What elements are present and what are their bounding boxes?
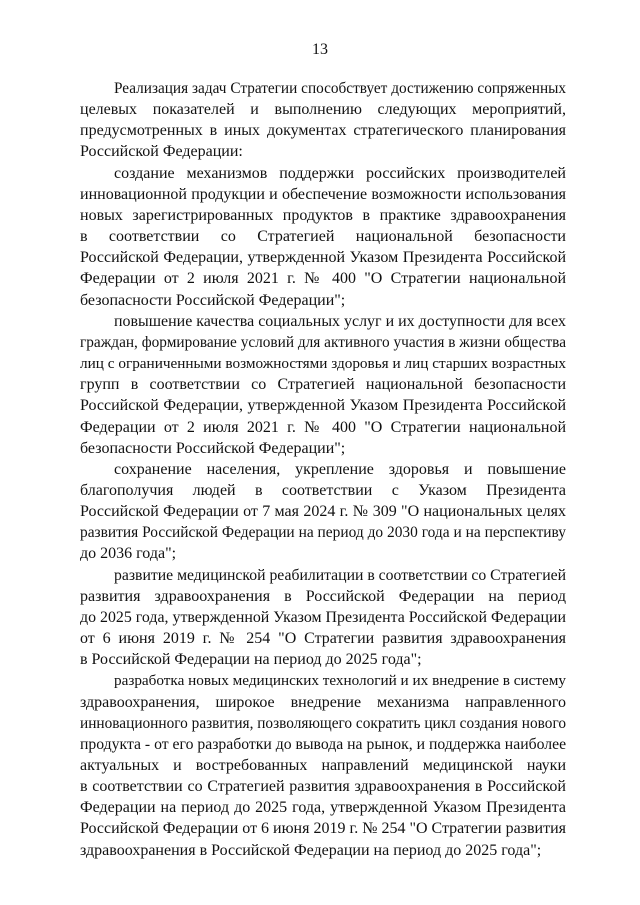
text-line: в соответствии со Стратегией национальной безопасности xyxy=(80,228,566,246)
text-line: здравоохранения, широкое внедрение механизма направленного xyxy=(80,693,566,711)
text-line: Российской Федерации, утвержденной Указом Президента Российской xyxy=(80,249,566,267)
text-line: новых зарегистрированных продуктов в практике здравоохранения xyxy=(80,206,566,224)
paragraph xyxy=(80,459,566,565)
text-line: до 2036 года"; xyxy=(80,545,177,563)
text-line: развитие медицинской реабилитации в соответствии со Стратегией xyxy=(114,566,567,584)
text-line: Российской Федерации, утвержденной Указом Президента Российской xyxy=(80,397,566,415)
text-line: инновационной продукции и обеспечение возможности использования xyxy=(80,185,566,203)
text-line: в Российской Федерации на период до 2025 года"; xyxy=(80,651,422,669)
paragraph xyxy=(80,78,566,163)
text-line: Федерации от 2 июля 2021 г. № 400 "О Стратегии национальной xyxy=(80,270,566,288)
text-line: целевых показателей и выполнению следующих мероприятий, xyxy=(80,101,566,119)
text-line: благополучия людей в соответствии с Указом Президента xyxy=(80,481,566,499)
text-line: Федерации от 2 июля 2021 г. № 400 "О Стратегии национальной xyxy=(80,418,566,436)
text-line: сохранение населения, укрепление здоровья и повышение xyxy=(114,460,566,478)
text-line: здравоохранения в Российской Федерации на период до 2025 года"; xyxy=(80,841,542,859)
text-line: Федерации на период до 2025 года, утвержденной Указом Президента xyxy=(80,799,566,817)
paragraph xyxy=(80,670,566,860)
text-line: развития Российской Федерации на период до 2030 года и на перспективу xyxy=(80,524,566,542)
text-line: Реализация задач Стратегии способствует достижению сопряженных xyxy=(114,80,566,97)
text-line: граждан, формирование условий для активного участия в жизни общества xyxy=(80,333,566,351)
text-line: Российской Федерации от 6 июня 2019 г. № 254 "О Стратегии развития xyxy=(80,820,566,838)
text-line: Российской Федерации от 7 мая 2024 г. № 309 "О национальных целях xyxy=(80,503,566,521)
text-line: от 6 июня 2019 г. № 254 "О Стратегии развития здравоохранения xyxy=(80,630,566,648)
text-line: до 2025 года, утвержденной Указом Президента Российской Федерации xyxy=(80,608,566,626)
text-line: инновационного развития, позволяющего сократить цикл создания нового xyxy=(80,714,567,732)
paragraph xyxy=(80,311,566,459)
paragraph xyxy=(80,163,566,311)
text-line: разработка новых медицинских технологий и их внедрение в систему xyxy=(114,672,566,690)
text-line: групп в соответствии со Стратегией национальной безопасности xyxy=(80,376,566,394)
text-line: повышение качества социальных услуг и их доступности для всех xyxy=(114,312,566,330)
paragraph xyxy=(80,565,566,671)
text-line: продукта - от его разработки до вывода на рынок, и поддержка наиболее xyxy=(80,735,567,753)
text-line: развития здравоохранения в Российской Федерации на период xyxy=(80,587,566,605)
text-line: в соответствии со Стратегией развития здравоохранения в Российской xyxy=(80,778,566,796)
page-number: 13 xyxy=(312,41,328,58)
text-line: Российской Федерации: xyxy=(80,143,243,161)
text-line: безопасности Российской Федерации"; xyxy=(80,439,346,457)
text-line: актуальных и востребованных направлений медицинской науки xyxy=(80,757,566,774)
text-line: безопасности Российской Федерации"; xyxy=(80,291,346,309)
text-line: создание механизмов поддержки российских производителей xyxy=(114,164,566,182)
text-line: лиц с ограниченными возможностями здоровья и лиц старших возрастных xyxy=(80,355,566,373)
text-line: предусмотренных в иных документах стратегического планирования xyxy=(80,122,566,140)
document-body xyxy=(80,78,566,861)
